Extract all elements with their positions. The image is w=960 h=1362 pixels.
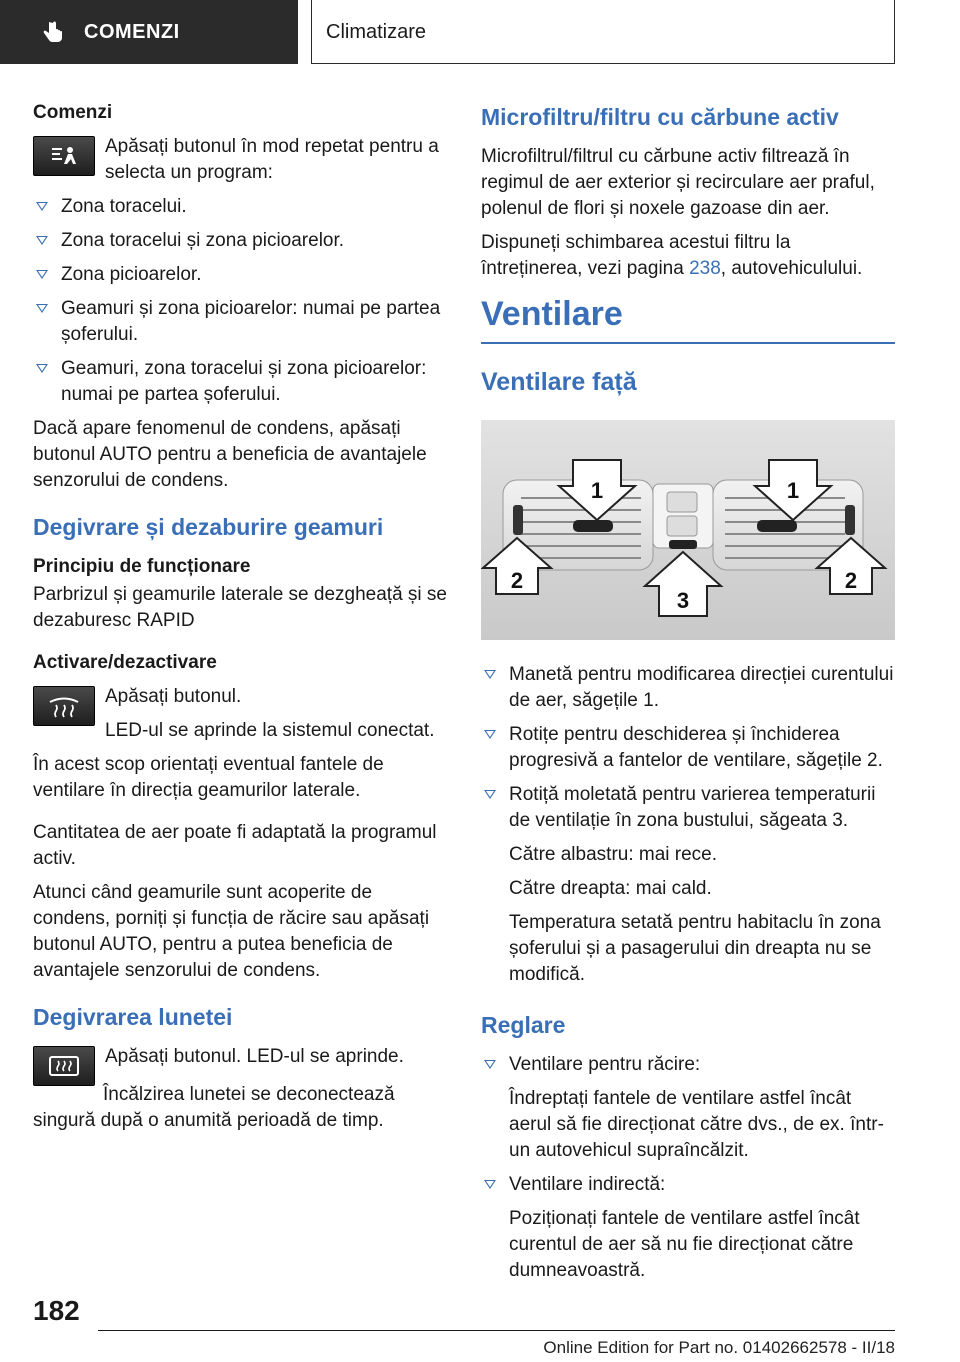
ventilare-fata-heading: Ventilare față (481, 368, 637, 396)
defrost-press: Apăsați butonul. (105, 686, 242, 707)
luneta-instruction-row (33, 1044, 448, 1086)
activare-heading: Activare/dezactivare (33, 652, 217, 673)
ventilare-list (481, 662, 895, 834)
defrost-led: LED-ul se aprinde la sistemul conectat. (105, 720, 435, 741)
figure-label-1b: 1 (786, 478, 800, 503)
comenzi-program-list (33, 194, 448, 408)
luneta-text: Încălzirea lunetei se deconectează singură după o anumită perioadă de timp. (33, 1084, 395, 1131)
footer-edition: Online Edition for Part no. 01402662578 - II/18 (543, 1338, 895, 1357)
list-item: Zona toracelui. (33, 194, 448, 220)
windshield-defrost-icon (33, 686, 95, 726)
ventilare-heading: Ventilare (481, 292, 895, 344)
list-item: Zona picioarelor. (33, 262, 448, 288)
figure-label-1a: 1 (590, 478, 604, 503)
reglare-item2-text: Poziționați fantele de ventilare astfel încât curentul de aer să nu fie direcționat către dumneavoastră. (509, 1208, 860, 1281)
defrost-p2: Cantitatea de aer poate fi adaptată la programul activ. (33, 822, 437, 869)
filtru-p1: Microfiltrul/filtrul cu cărbune activ filtrează în regimul de aer exterior și recirculare aer praful, polenul de flori și noxele gazoase din aer. (481, 146, 875, 219)
section-title-box (311, 0, 895, 64)
luneta-press: Apăsați butonul. LED-ul se aprinde. (105, 1046, 404, 1067)
list-item: Zona toracelui și zona picioarelor. (33, 228, 448, 254)
comenzi-heading: Comenzi (33, 102, 113, 123)
reglare-list (481, 1052, 895, 1078)
ventilare-sub3: Temperatura setată pentru habitaclu în zona șoferului și a pasagerului din dreapta nu se modifică. (509, 912, 881, 985)
principiu-heading: Principiu de funcționare (33, 556, 251, 577)
list-item: Ventilare indirectă: (481, 1172, 895, 1198)
list-item: Rotiță moletată pentru varierea temperaturii de ventilație în zona bustului, săgeata 3. (481, 782, 895, 834)
luneta-heading: Degivrarea lunetei (33, 1004, 233, 1030)
rear-window-defrost-icon (33, 1046, 95, 1086)
comenzi-instruction-row (33, 134, 448, 186)
chapter-label: COMENZI (84, 21, 180, 43)
comenzi-note: Dacă apare fenomenul de condens, apăsați butonul AUTO pentru a beneficia de avantajele senzorului de condens. (33, 418, 427, 491)
ventilare-sub1: Către albastru: mai rece. (509, 844, 718, 865)
reglare-heading: Reglare (481, 1012, 566, 1038)
principiu-text: Parbrizul și geamurile laterale se dezgheață și se dezaburesc RAPID (33, 584, 447, 631)
degivrare-heading: Degivrare și dezaburire geamuri (33, 514, 384, 540)
figure-label-2b: 2 (844, 568, 858, 593)
hand-pointer-icon (40, 19, 66, 45)
ventilare-sub2: Către dreapta: mai cald. (509, 878, 712, 899)
list-item: Ventilare pentru răcire: (481, 1052, 895, 1078)
section-title: Climatizare (326, 20, 427, 43)
list-item: Geamuri și zona picioarelor: numai pe partea șoferului. (33, 296, 448, 348)
filtru-p2: Dispuneți schimbarea acestui filtru la întreținerea, vezi pagina 238, autovehiculului. (481, 232, 863, 279)
list-item: Rotițe pentru deschiderea și închiderea progresivă a fantelor de ventilare, săgețile 2. (481, 722, 895, 774)
defrost-instruction-row (33, 684, 448, 744)
page-number: 182 (33, 1295, 80, 1326)
defrost-p3: Atunci când geamurile sunt acoperite de condens, porniți și funcția de răcire sau apăsați butonul AUTO, pentru a putea beneficia de avantajele senzorului de condens. (33, 882, 430, 981)
right-column (481, 100, 895, 1292)
page-link[interactable]: 238 (689, 258, 721, 279)
front-vents-figure (481, 420, 895, 640)
list-item: Geamuri, zona toracelui și zona picioarelor: numai pe partea șoferului. (33, 356, 448, 408)
defrost-p1: În acest scop orientați eventual fantele de ventilare în direcția geamurilor laterale. (33, 754, 384, 801)
chapter-tab[interactable] (0, 0, 298, 64)
figure-label-2a: 2 (510, 568, 524, 593)
figure-label-3: 3 (676, 588, 690, 613)
reglare-list-2 (481, 1172, 895, 1198)
comenzi-instruction: Apăsați butonul în mod repetat pentru a selecta un program: (105, 136, 439, 183)
reglare-item1-text: Îndreptați fantele de ventilare astfel încât aerul să fie direcționat către dvs., de ex. într-un autovehicul supraîncălzit. (509, 1088, 884, 1161)
list-item: Manetă pentru modificarea direcției curentului de aer, săgețile 1. (481, 662, 895, 714)
air-distribution-icon (33, 136, 95, 176)
left-column (33, 100, 448, 1142)
filtru-heading: Microfiltru/filtru cu cărbune activ (481, 104, 839, 130)
footer-divider (98, 1330, 895, 1331)
